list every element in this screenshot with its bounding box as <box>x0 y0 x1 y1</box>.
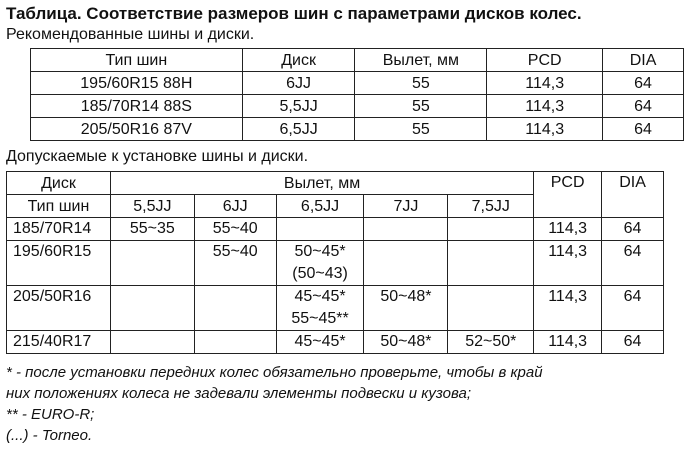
cell-offset: 55 <box>355 72 487 95</box>
table-row <box>31 95 684 118</box>
page-title: Таблица. Соответствие размеров шин с параметрами дисков колес. <box>6 4 582 23</box>
cell-offset: 55~40 <box>194 241 276 286</box>
cell-offset: 55 <box>355 95 487 118</box>
col-header-tire: Тип шин <box>7 195 111 218</box>
offset-value: 50~45* <box>294 243 346 260</box>
table-row <box>31 72 684 95</box>
cell-offset: 55~40 <box>194 218 276 241</box>
footnote-line: (...) - Torneo. <box>6 427 93 444</box>
table-header-row <box>31 49 684 72</box>
col-header-disk-size: 6JJ <box>194 195 276 218</box>
cell-offset <box>194 286 276 331</box>
table-header-row <box>7 172 664 195</box>
cell-offset <box>448 286 534 331</box>
offset-value: 45~45* <box>294 333 346 350</box>
col-header-offset: Вылет, мм <box>110 172 533 195</box>
footnote-line: них положениях колеса не задевали элементы подвески и кузова; <box>6 385 472 402</box>
cell-pcd: 114,3 <box>487 118 603 141</box>
cell-tire: 195/60R15 88H <box>31 72 243 95</box>
cell-offset <box>194 331 276 354</box>
cell-pcd: 114,3 <box>534 331 602 354</box>
offset-value-alt: (50~43) <box>292 265 348 282</box>
footnotes <box>6 362 696 446</box>
table-row <box>7 331 664 354</box>
cell-pcd: 114,3 <box>534 218 602 241</box>
cell-offset <box>448 241 534 286</box>
cell-offset: 55~35 <box>110 218 194 241</box>
offset-value-alt: 55~45** <box>291 310 349 327</box>
cell-disk: 6JJ <box>242 72 355 95</box>
col-header-dia: DIA <box>602 172 664 218</box>
cell-offset <box>276 286 364 331</box>
col-header-disk-size: 7,5JJ <box>448 195 534 218</box>
col-header-tire: Тип шин <box>31 49 243 72</box>
col-header-disk-size: 7JJ <box>364 195 448 218</box>
cell-offset: 50~48* <box>364 286 448 331</box>
cell-dia: 64 <box>603 72 684 95</box>
cell-tire: 185/70R14 <box>7 218 111 241</box>
cell-pcd: 114,3 <box>534 241 602 286</box>
cell-offset <box>110 241 194 286</box>
cell-dia: 64 <box>602 218 664 241</box>
table-row <box>7 218 664 241</box>
table-row <box>7 241 664 286</box>
cell-dia: 64 <box>602 241 664 286</box>
footnote-line: ** - EURO-R; <box>6 406 95 423</box>
cell-offset <box>110 286 194 331</box>
cell-tire: 215/40R17 <box>7 331 111 354</box>
cell-offset: 55 <box>355 118 487 141</box>
col-header-disk: Диск <box>7 172 111 195</box>
col-header-dia: DIA <box>603 49 684 72</box>
footnote-line: * - после установки передних колес обязательно проверьте, чтобы в край <box>6 364 543 381</box>
cell-tire: 205/50R16 <box>7 286 111 331</box>
table-row <box>7 286 664 331</box>
cell-offset <box>276 241 364 286</box>
cell-tire: 205/50R16 87V <box>31 118 243 141</box>
cell-offset <box>276 218 364 241</box>
offset-value: 45~45* <box>294 288 346 305</box>
cell-tire: 195/60R15 <box>7 241 111 286</box>
cell-offset: 52~50* <box>448 331 534 354</box>
cell-disk: 5,5JJ <box>242 95 355 118</box>
cell-offset <box>448 218 534 241</box>
col-header-pcd: PCD <box>487 49 603 72</box>
recommended-caption: Рекомендованные шины и диски. <box>6 26 255 43</box>
cell-pcd: 114,3 <box>487 95 603 118</box>
col-header-disk-size: 5,5JJ <box>110 195 194 218</box>
allowed-caption: Допускаемые к установке шины и диски. <box>6 148 309 165</box>
cell-dia: 64 <box>602 331 664 354</box>
cell-offset <box>364 241 448 286</box>
cell-dia: 64 <box>603 95 684 118</box>
col-header-pcd: PCD <box>534 172 602 218</box>
table-row <box>31 118 684 141</box>
cell-offset <box>364 218 448 241</box>
recommended-table <box>30 48 684 141</box>
cell-offset: 50~48* <box>364 331 448 354</box>
col-header-disk-size: 6,5JJ <box>276 195 364 218</box>
cell-dia: 64 <box>603 118 684 141</box>
cell-pcd: 114,3 <box>534 286 602 331</box>
cell-tire: 185/70R14 88S <box>31 95 243 118</box>
cell-dia: 64 <box>602 286 664 331</box>
col-header-disk: Диск <box>242 49 355 72</box>
cell-offset <box>276 331 364 354</box>
cell-disk: 6,5JJ <box>242 118 355 141</box>
allowed-table <box>6 171 664 354</box>
cell-pcd: 114,3 <box>487 72 603 95</box>
cell-offset <box>110 331 194 354</box>
col-header-offset: Вылет, мм <box>355 49 487 72</box>
